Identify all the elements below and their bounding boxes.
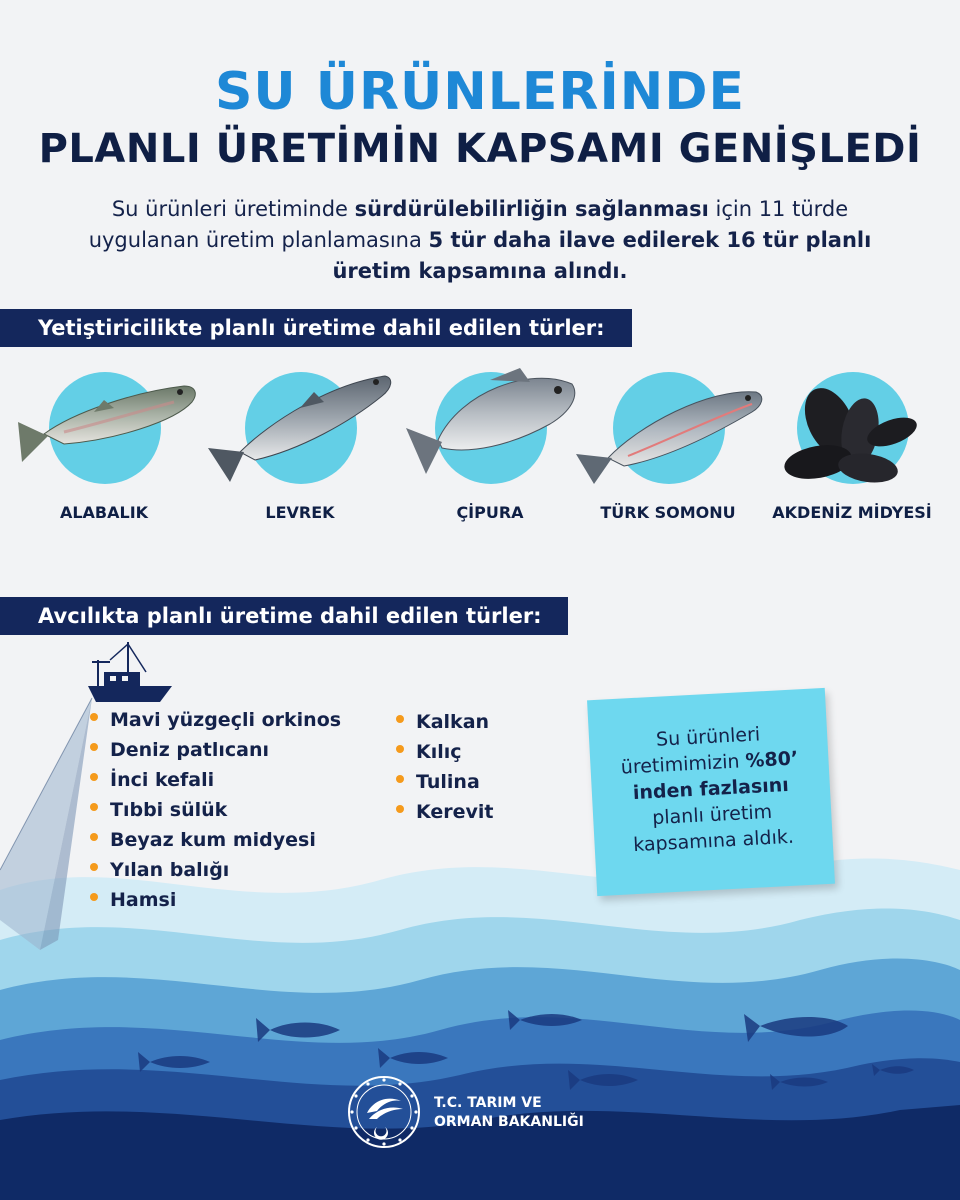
trout-icon: [4, 362, 204, 492]
list-item: [396, 737, 494, 767]
list-item-label: Yılan balığı: [110, 859, 230, 881]
species-label: ALABALIK: [59, 503, 149, 522]
bullet-dot: [90, 713, 98, 721]
note-percent: %80’: [744, 747, 799, 773]
bullet-dot: [396, 775, 404, 783]
bullet-dot: [90, 893, 98, 901]
species-alabalik: [4, 362, 204, 532]
title-line-1: SU ÜRÜNLERİNDE: [214, 62, 746, 122]
note-line-5: kapsamına aldık.: [632, 825, 795, 857]
list-item: [90, 825, 341, 855]
list-item-label: Kılıç: [416, 741, 462, 763]
list-item: [90, 885, 341, 915]
species-label: ÇİPURA: [456, 503, 524, 522]
intro-paragraph: [70, 194, 890, 287]
fishing-heading: Avcılıkta planlı üretime dahil edilen türler:: [0, 597, 568, 635]
farming-heading: Yetiştiricilikte planlı üretime dahil edilen türler:: [0, 309, 632, 347]
ministry-name-line-1: T.C. TARIM VE: [434, 1095, 542, 1111]
list-item: [396, 767, 494, 797]
title-line-2: PLANLI ÜRETİMİN KAPSAMI GENİŞLEDİ: [38, 126, 922, 172]
ministry-logo-icon: [347, 1075, 421, 1149]
list-item-label: Deniz patlıcanı: [110, 739, 270, 761]
list-item-label: İnci kefali: [110, 769, 215, 791]
intro-bold-2: 5 tür daha ilave edilerek 16 tür planlı üretim kapsamına alındı.: [332, 228, 872, 283]
bullet-dot: [396, 805, 404, 813]
intro-text-2: için 11 türde uygulanan üretim planlamasına: [88, 197, 849, 252]
list-item: [396, 707, 494, 737]
sea-bream-icon: [390, 362, 590, 492]
species-turk-somonu: [568, 362, 768, 532]
list-item-label: Mavi yüzgeçli orkinos: [110, 709, 342, 731]
list-item-label: Kalkan: [416, 711, 490, 733]
sea-bass-icon: [200, 362, 400, 492]
species-levrek: [200, 362, 400, 532]
fishing-list-left: [90, 705, 341, 915]
list-item: [90, 735, 341, 765]
intro-text-1: Su ürünleri üretiminde: [111, 197, 355, 221]
list-item: [90, 705, 341, 735]
intro-bold-1: sürdürülebilirliğin sağlanması: [354, 197, 709, 221]
bullet-dot: [90, 773, 98, 781]
ministry-name-line-2: ORMAN BAKANLIĞI: [434, 1114, 584, 1130]
list-item: [396, 797, 494, 827]
note-line-1: Su ürünleri: [655, 723, 761, 751]
list-item: [90, 795, 341, 825]
bullet-dot: [90, 863, 98, 871]
fishing-list-right: [396, 707, 494, 827]
species-label: AKDENİZ MİDYESİ: [772, 503, 932, 522]
note-line-3: inden fazlasını: [632, 773, 790, 805]
species-cipura: [390, 362, 590, 532]
bullet-dot: [396, 715, 404, 723]
list-item: [90, 855, 341, 885]
list-item-label: Beyaz kum midyesi: [110, 829, 316, 851]
ministry-name: [434, 1094, 584, 1132]
list-item: [90, 765, 341, 795]
species-label: LEVREK: [265, 503, 335, 522]
note-line-2: üretimimizin %80’: [620, 747, 799, 779]
species-akdeniz-midyesi: [752, 362, 952, 532]
list-item-label: Tulina: [416, 771, 480, 793]
bullet-dot: [90, 833, 98, 841]
list-item-label: Hamsi: [110, 889, 177, 911]
turkish-salmon-icon: [568, 362, 768, 492]
bullet-dot: [90, 803, 98, 811]
species-label: TÜRK SOMONU: [600, 503, 736, 522]
note-line-4: planlı üretim: [651, 800, 773, 830]
list-item-label: Tıbbi sülük: [110, 799, 228, 821]
bullet-dot: [90, 743, 98, 751]
highlight-note: [587, 688, 835, 896]
list-item-label: Kerevit: [416, 801, 494, 823]
mussel-icon: [752, 362, 952, 492]
bullet-dot: [396, 745, 404, 753]
